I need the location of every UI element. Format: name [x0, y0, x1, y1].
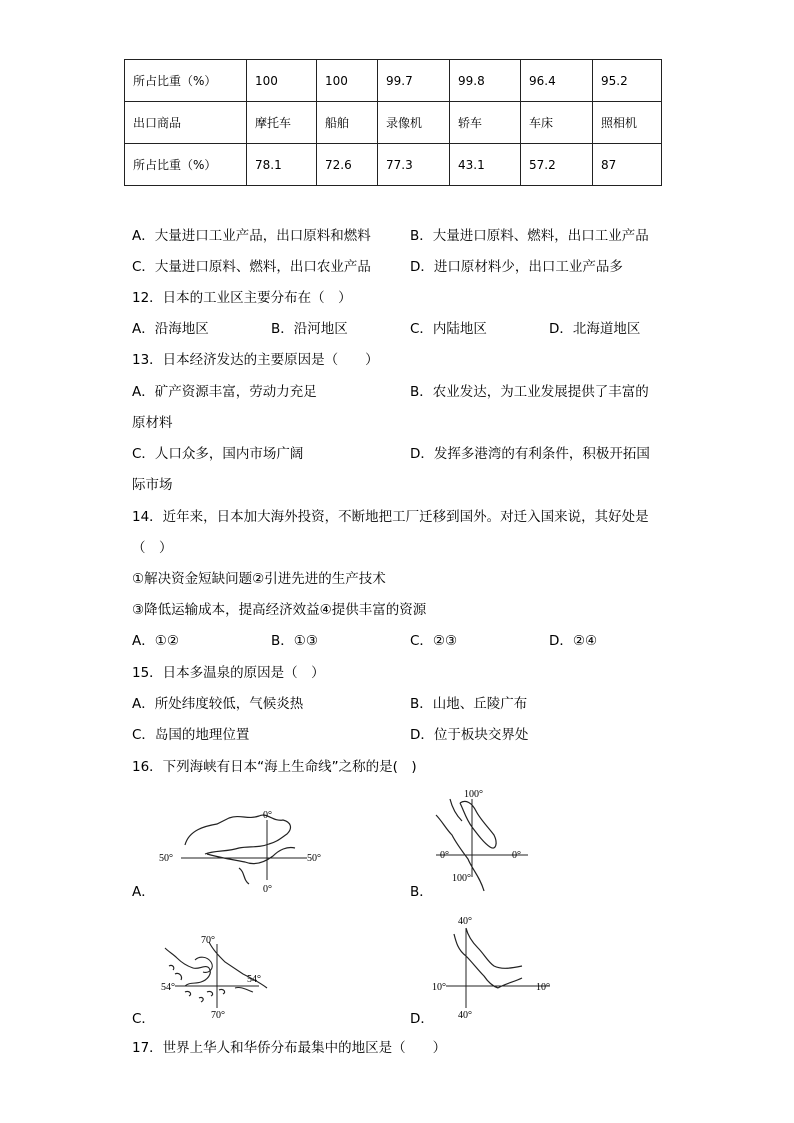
table-cell: 77.3: [378, 144, 450, 186]
q14-option-a[interactable]: A．①②: [132, 633, 179, 649]
table-cell: 87: [593, 144, 662, 186]
q14-stem: 14．近年来，日本加大海外投资，不断地把工厂迁移到国外。对迁入国来说，其好处是: [132, 509, 649, 525]
map-c-top-label: 70°: [201, 935, 215, 946]
q14-option-d[interactable]: D．②④: [549, 633, 598, 649]
q16-option-b[interactable]: B．: [410, 884, 433, 900]
q16-option-d[interactable]: D．: [410, 1011, 434, 1027]
q13-option-a[interactable]: A．矿产资源丰富，劳动力充足: [132, 384, 317, 400]
strait-map-c[interactable]: [155, 930, 275, 1020]
q11-option-c[interactable]: C．大量进口原料、燃料，出口农业产品: [132, 259, 371, 275]
q12-option-b[interactable]: B．沿河地区: [271, 321, 348, 337]
q16-option-a[interactable]: A．: [132, 884, 155, 900]
map-d-bottom-label: 40°: [458, 1010, 472, 1021]
strait-map-a[interactable]: [155, 800, 335, 900]
q15-stem: 15．日本多温泉的原因是（ ）: [132, 665, 325, 681]
q15-option-c[interactable]: C．岛国的地理位置: [132, 727, 250, 743]
table-cell: 所占比重（%）: [125, 60, 247, 102]
q15-option-b[interactable]: B．山地、丘陵广布: [410, 696, 528, 712]
table-cell: 轿车: [450, 102, 521, 144]
table-cell: 57.2: [521, 144, 593, 186]
table-cell: 100: [247, 60, 317, 102]
q13-option-b-cont: 原材料: [132, 415, 173, 431]
strait-map-d[interactable]: [432, 912, 562, 1022]
q16-stem: 16．下列海峡有日本“海上生命线”之称的是( ): [132, 759, 417, 775]
map-a-left-label: 50°: [159, 853, 173, 864]
q14-option-b[interactable]: B．①③: [271, 633, 318, 649]
q13-option-d[interactable]: D．发挥多港湾的有利条件，积极开拓国: [410, 446, 650, 462]
map-d-left-label: 10°: [432, 982, 446, 993]
table-cell: 99.7: [378, 60, 450, 102]
q14-option-c[interactable]: C．②③: [410, 633, 458, 649]
table-cell: 录像机: [378, 102, 450, 144]
q13-option-d-cont: 际市场: [132, 477, 173, 493]
q15-option-d[interactable]: D．位于板块交界处: [410, 727, 529, 743]
table-cell: 出口商品: [125, 102, 247, 144]
table-cell: 船舶: [317, 102, 378, 144]
map-b-top-label: 100°: [464, 789, 483, 800]
q12-option-c[interactable]: C．内陆地区: [410, 321, 487, 337]
table-cell: 78.1: [247, 144, 317, 186]
map-a-top-label: 0°: [263, 810, 272, 821]
q11-option-d[interactable]: D．进口原材料少，出口工业产品多: [410, 259, 623, 275]
q14-statement-1: ①解决资金短缺问题②引进先进的生产技术: [132, 571, 386, 587]
table-cell: 43.1: [450, 144, 521, 186]
table-cell: 96.4: [521, 60, 593, 102]
q16-option-c[interactable]: C．: [132, 1011, 155, 1027]
map-b-bottom-label: 100°: [452, 873, 471, 884]
table-row: [125, 144, 662, 186]
map-d-right-label: 10°: [536, 982, 550, 993]
q13-option-b[interactable]: B．农业发达，为工业发展提供了丰富的: [410, 384, 649, 400]
strait-map-b[interactable]: [432, 785, 532, 895]
q14-statement-2: ③降低运输成本，提高经济效益④提供丰富的资源: [132, 602, 427, 618]
q11-option-a[interactable]: A．大量进口工业产品，出口原料和燃料: [132, 228, 371, 244]
map-c-left-label: 54°: [161, 982, 175, 993]
table-cell: 车床: [521, 102, 593, 144]
table-cell: 照相机: [593, 102, 662, 144]
map-d-top-label: 40°: [458, 916, 472, 927]
map-b-right-label: 0°: [512, 850, 521, 861]
map-a-bottom-label: 0°: [263, 884, 272, 895]
table-cell: 100: [317, 60, 378, 102]
table-cell: 99.8: [450, 60, 521, 102]
q17-stem: 17．世界上华人和华侨分布最集中的地区是（ ）: [132, 1040, 447, 1056]
map-c-bottom-label: 70°: [211, 1010, 225, 1020]
map-c-right-label: 54°: [247, 974, 261, 985]
map-b-left-label: 0°: [440, 850, 449, 861]
q15-option-a[interactable]: A．所处纬度较低，气候炎热: [132, 696, 304, 712]
table-cell: 所占比重（%）: [125, 144, 247, 186]
table-cell: 72.6: [317, 144, 378, 186]
q13-option-c[interactable]: C．人口众多，国内市场广阔: [132, 446, 304, 462]
q12-option-d[interactable]: D．北海道地区: [549, 321, 641, 337]
table-cell: 摩托车: [247, 102, 317, 144]
q13-stem: 13．日本经济发达的主要原因是（ ）: [132, 352, 379, 368]
map-a-right-label: 50°: [307, 853, 321, 864]
q12-stem: 12．日本的工业区主要分布在（ ）: [132, 290, 352, 306]
table-cell: 95.2: [593, 60, 662, 102]
q14-stem-cont: （ ）: [132, 540, 173, 556]
q11-option-b[interactable]: B．大量进口原料、燃料，出口工业产品: [410, 228, 649, 244]
q12-option-a[interactable]: A．沿海地区: [132, 321, 209, 337]
export-table: [124, 59, 662, 186]
table-row: [125, 102, 662, 144]
table-row: [125, 60, 662, 102]
